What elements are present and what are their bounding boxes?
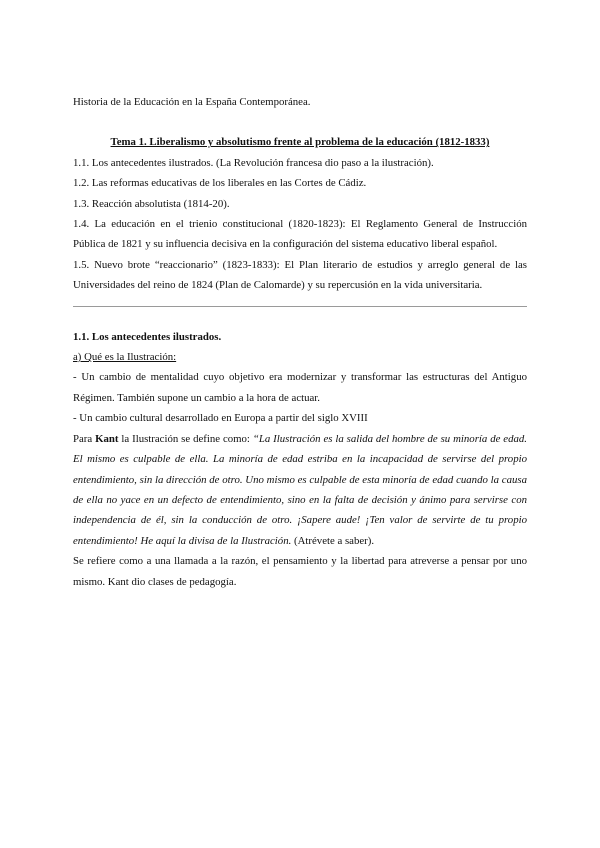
section-subheading: a) Qué es la Ilustración:	[73, 351, 177, 364]
kant-mid: la Ilustración se define como:	[118, 432, 253, 445]
index-item: 1.1. Los antecedentes ilustrados. (La Revolución francesa dio paso a la ilustración).	[73, 156, 434, 169]
kant-suffix: (Atrévete a saber).	[291, 534, 375, 547]
bullet-item: - Un cambio de mentalidad cuyo objetivo era modernizar y transformar las estructuras del Antiguo Régimen. También supone un cambio a la hora de actuar.	[73, 371, 527, 404]
kant-paragraph	[73, 429, 527, 551]
bullet-item: - Un cambio cultural desarrollado en Europa a partir del siglo XVIII	[73, 412, 368, 425]
index-item: 1.2. Las reformas educativas de los liberales en las Cortes de Cádiz.	[73, 177, 367, 190]
section-title: 1.1. Los antecedentes ilustrados.	[73, 330, 222, 343]
index-item: 1.4. La educación en el trienio constitucional (1820-1823): El Reglamento General de Instrucción Pública de 1821 y su influencia decisiva en la configuración del sistema educativo liberal español.	[73, 218, 527, 251]
document-header-title: Historia de la Educación en la España Contemporánea.	[73, 96, 311, 108]
tema-title: Tema 1. Liberalismo y absolutismo frente al problema de la educación (1812-1833)	[110, 136, 490, 149]
document-page	[73, 92, 527, 592]
closing-paragraph: Se refiere como a una llamada a la razón, el pensamiento y la libertad para atreverse a pensar por uno mismo. Kant dio clases de pedagogía.	[73, 555, 527, 588]
topic-index	[73, 153, 527, 296]
index-item: 1.5. Nuevo brote “reaccionario” (1823-1833): El Plan literario de estudios y arreglo general de las Universidades del reino de 1824 (Plan de Calomarde) y su repercusión en la vida universitaria.	[73, 258, 527, 292]
kant-quote: “La Ilustración es la salida del hombre de su minoría de edad. El mismo es culpable de ella. La minoría de edad estriba en la incapacidad de servirse del propio entendimiento, sin la dirección de otro. Uno mismo es culpable de esta minoría de edad cuando la causa de ella no yace en un defecto de entendimiento, sino en la falta de decisión y ánimo para servirse con independencia de él, sin la conducción de otro. ¡Sapere aude! ¡Ten valor de servirte de tu propio entendimiento! He aquí la divisa de la Ilustración.	[73, 432, 527, 547]
kant-prefix: Para	[73, 432, 96, 445]
kant-name: Kant	[95, 432, 119, 445]
section-divider	[73, 306, 527, 307]
index-item: 1.3. Reacción absolutista (1814-20).	[73, 197, 230, 210]
